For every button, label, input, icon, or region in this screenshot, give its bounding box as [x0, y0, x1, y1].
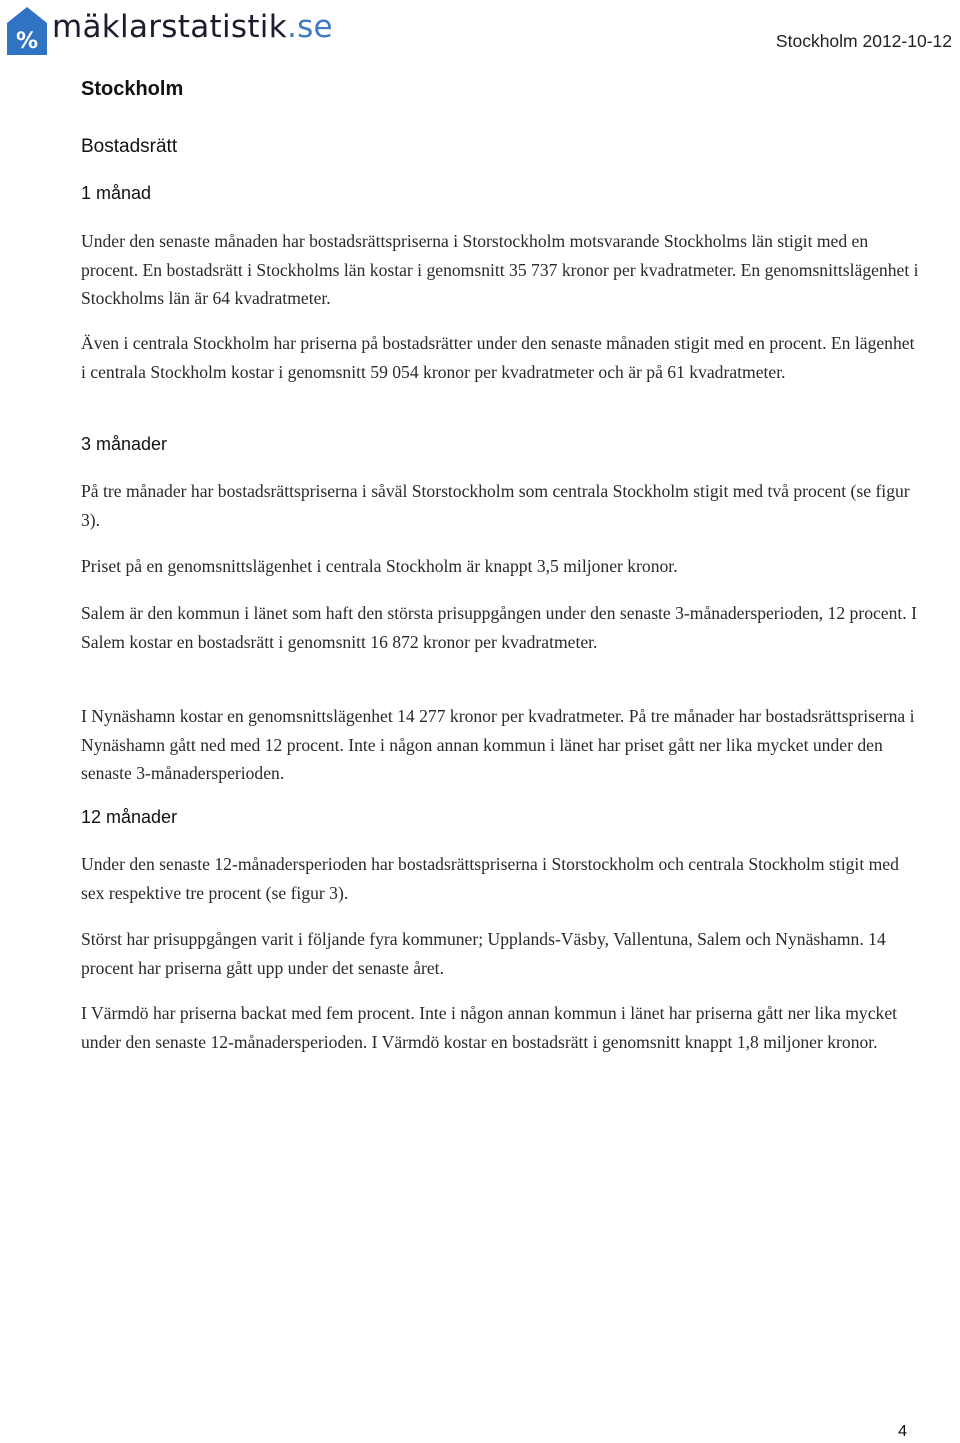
logo-tld: .se [286, 9, 333, 45]
paragraph: Salem är den kommun i länet som haft den största prisuppgången under den senaste 3-månadersperioden, 12 procent. I Salem kostar en bostadsrätt i genomsnitt 16 872 kronor per kvadratmeter. [81, 603, 917, 652]
page-header [0, 0, 960, 70]
paragraph: Störst har prisuppgången varit i följande fyra kommuner; Upplands-Väsby, Vallentuna, Salem och Nynäshamn. 14 procent har priserna gått upp under det senaste året. [81, 929, 886, 978]
paragraph: I Värmdö har priserna backat med fem procent. Inte i någon annan kommun i länet har priserna gått ner lika mycket under den senaste 12-månadersperioden. I Värmdö kostar en bostadsrätt i genomsnitt knappt 1,8 miljoner kronor. [81, 1003, 898, 1052]
paragraph: Även i centrala Stockholm har priserna på bostadsrätter under den senaste månaden stigit med en procent. En lägenhet i centrala Stockholm kostar i genomsnitt 59 054 kronor per kvadratmeter och är på 61 kvadratmeter. [81, 333, 915, 382]
paragraph: Under den senaste 12-månadersperioden har bostadsrättspriserna i Storstockholm och centrala Stockholm stigit med sex respektive tre procent (se figur 3). [81, 854, 899, 903]
header-date: Stockholm 2012-10-12 [775, 31, 952, 51]
paragraph: På tre månader har bostadsrättspriserna i såväl Storstockholm som centrala Stockholm stigit med två procent (se figur 3). [81, 481, 910, 530]
logo-symbol: % [15, 29, 39, 54]
period-heading-12-months: 12 månader [81, 807, 178, 827]
page-number: 4 [898, 1423, 907, 1440]
paragraph: Priset på en genomsnittslägenhet i centrala Stockholm är knappt 3,5 miljoner kronor. [81, 556, 678, 576]
logo-main: mäklarstatistik [52, 9, 287, 45]
logo-wordmark [52, 9, 333, 45]
page-title: Stockholm [81, 78, 184, 100]
paragraph: I Nynäshamn kostar en genomsnittslägenhet 14 277 kronor per kvadratmeter. På tre månader har bostadsrättspriserna i Nynäshamn gått ned med 12 procent. Inte i någon annan kommun i länet har priset gått ner lika mycket under den senaste 3-månadersperioden. [81, 706, 915, 783]
section-heading: Bostadsrätt [81, 136, 178, 157]
house-percent-icon [6, 6, 48, 56]
period-heading-1-month: 1 månad [81, 183, 152, 203]
site-logo[interactable] [6, 6, 333, 56]
paragraph: Under den senaste månaden har bostadsrättspriserna i Storstockholm motsvarande Stockholms län stigit med en procent. En bostadsrätt i Stockholms län kostar i genomsnitt 35 737 kronor per kvadratmeter. En genomsnittslägenhet i Stockholms län är 64 kvadratmeter. [81, 231, 919, 308]
period-heading-3-months: 3 månader [81, 434, 168, 454]
